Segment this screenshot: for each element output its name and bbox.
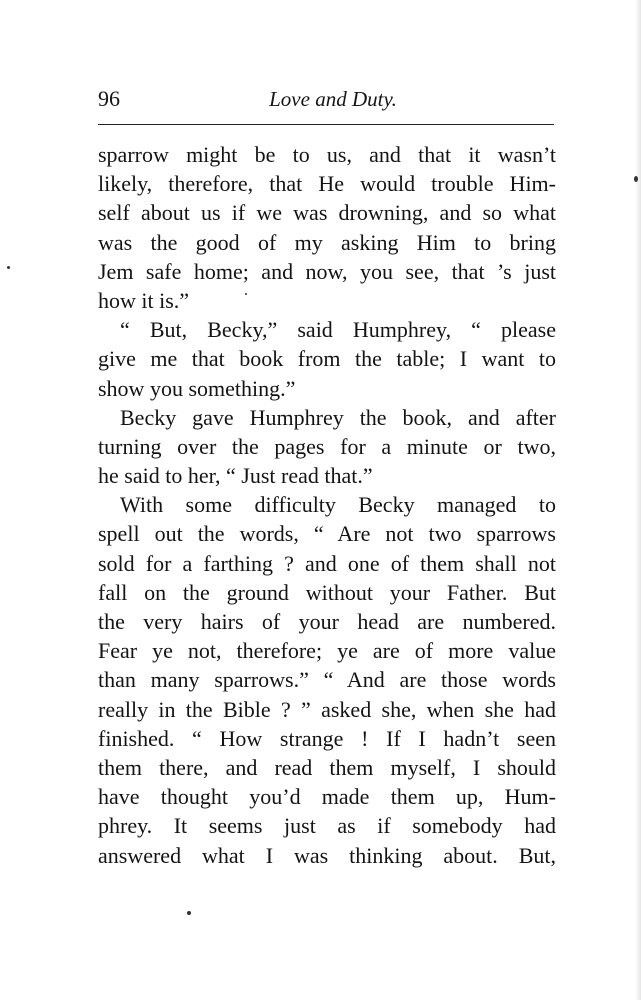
page-edge-shadow xyxy=(635,0,641,1000)
text-line: Fear ye not, therefore; ye are of more value xyxy=(98,638,556,664)
text-line: than many sparrows.” “ And are those words xyxy=(98,667,556,693)
text-line: self about us if we was drowning, and so what xyxy=(98,200,556,226)
text-line: was the good of my asking Him to bring xyxy=(98,229,556,255)
text-line: them there, and read them myself, I should xyxy=(98,754,556,780)
text-line: “ But, Becky,” said Humphrey, “ please xyxy=(120,317,556,343)
text-line: Jem safe home; and now, you see, that ’s just xyxy=(98,258,556,284)
paragraph xyxy=(98,403,556,491)
text-line: With some difficulty Becky managed to xyxy=(120,492,556,518)
running-title: Love and Duty. xyxy=(269,87,397,111)
paragraph xyxy=(98,315,556,403)
text-line: really in the Bible ? ” asked she, when she had xyxy=(98,696,556,722)
text-line: answered what I was thinking about. But, xyxy=(98,842,556,868)
text-line: sold for a farthing ? and one of them shall not xyxy=(98,550,556,576)
paragraph xyxy=(98,140,556,315)
text-line: turning over the pages for a minute or two, xyxy=(98,433,556,459)
text-line: likely, therefore, that He would trouble Him- xyxy=(98,171,556,197)
page-number: 96 xyxy=(98,86,120,111)
scan-speck xyxy=(634,176,638,182)
scan-speck xyxy=(245,293,247,295)
text-line: spell out the words, “ Are not two sparrows xyxy=(98,521,556,547)
text-line: he said to her, “ Just read that.” xyxy=(98,463,373,489)
text-line: have thought you’d made them up, Hum- xyxy=(98,784,556,810)
text-line: fall on the ground without your Father. But xyxy=(98,579,556,605)
scan-speck xyxy=(187,911,191,915)
text-line: Becky gave Humphrey the book, and after xyxy=(120,404,556,430)
text-line: how it is.” xyxy=(98,287,190,313)
text-line: give me that book from the table; I want to xyxy=(98,346,556,372)
page-header xyxy=(98,84,554,114)
text-line: the very hairs of your head are numbered. xyxy=(98,609,556,634)
scan-speck xyxy=(7,266,10,269)
text-line: phrey. It seems just as if somebody had xyxy=(98,813,556,839)
text-line: sparrow might be to us, and that it wasn’t xyxy=(98,142,556,167)
text-line: show you something.” xyxy=(98,375,296,401)
paragraph xyxy=(98,490,556,869)
body-text xyxy=(98,140,556,870)
text-line: finished. “ How strange ! If I hadn’t seen xyxy=(98,725,556,751)
header-rule xyxy=(98,124,554,125)
